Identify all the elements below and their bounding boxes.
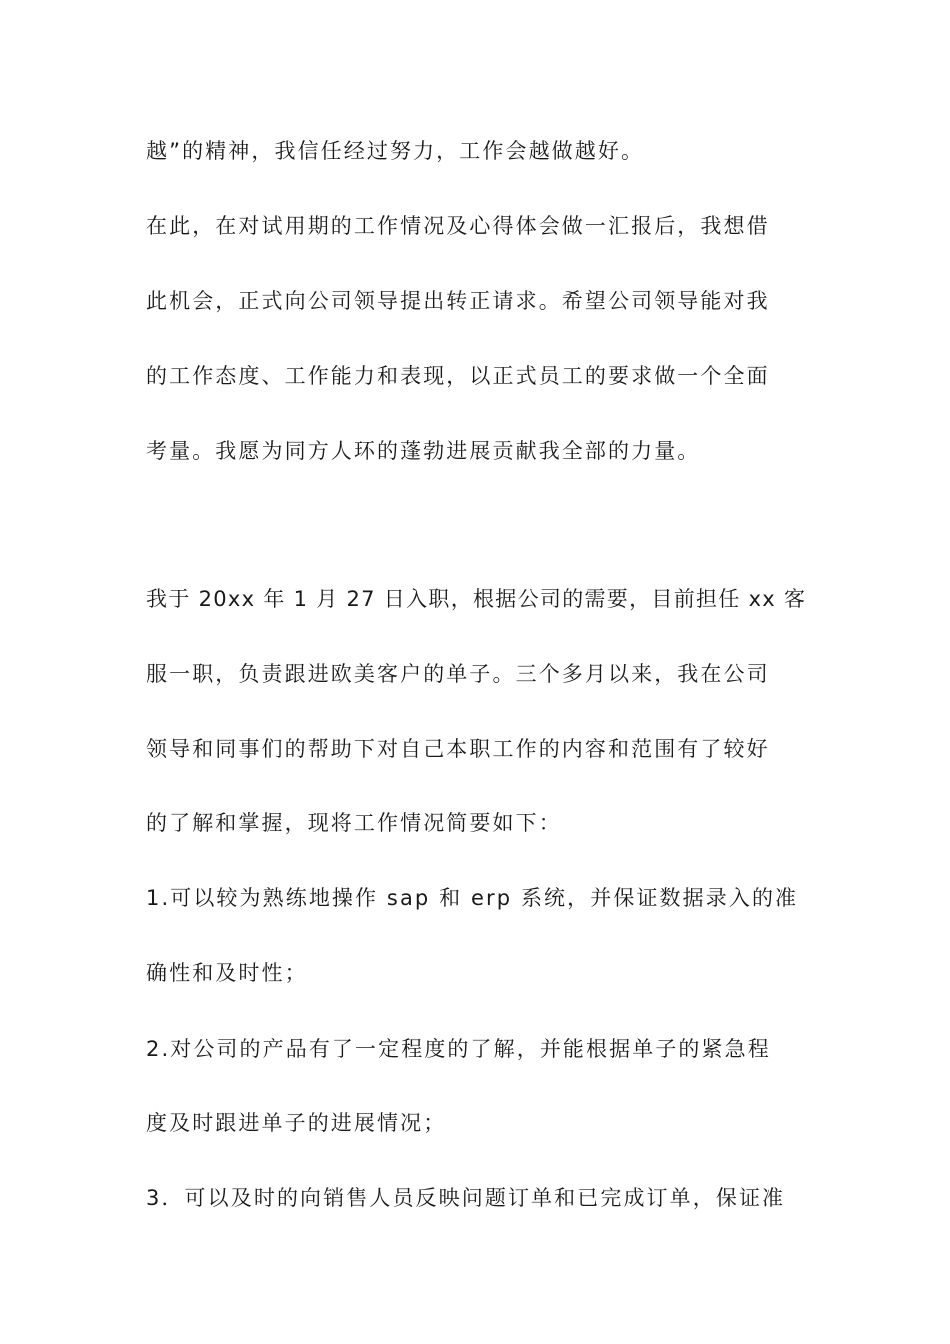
list-item: 2.对公司的产品有了一定程度的了解，并能根据单子的紧急程 (146, 1037, 771, 1061)
text-line: 确性和及时性； (146, 961, 308, 985)
list-item: 1.可以较为熟练地操作 sap 和 erp 系统，并保证数据录入的准 (146, 886, 799, 910)
list-item: 3．可以及时的向销售人员反映问题订单和已完成订单，保证准 (146, 1186, 786, 1210)
text-line: 我于 20xx 年 1 月 27 日入职，根据公司的需要，目前担任 xx 客 (146, 587, 807, 611)
text-line: 的了解和掌握，现将工作情况简要如下： (146, 811, 562, 835)
text-line: 在此，在对试用期的工作情况及心得体会做一汇报后，我想借 (146, 214, 770, 238)
text-line: 考量。我愿为同方人环的蓬勃进展贡献我全部的力量。 (146, 439, 701, 463)
text-line: 越”的精神，我信任经过努力，工作会越做越好。 (146, 139, 645, 163)
text-line: 服一职，负责跟进欧美客户的单子。三个多月以来，我在公司 (146, 662, 770, 686)
text-line: 的工作态度、工作能力和表现，以正式员工的要求做一个全面 (146, 364, 770, 388)
text-line: 度及时跟进单子的进展情况； (146, 1111, 447, 1135)
text-line: 此机会，正式向公司领导提出转正请求。希望公司领导能对我 (146, 289, 770, 313)
text-line: 领导和同事们的帮助下对自己本职工作的内容和范围有了较好 (146, 737, 770, 761)
